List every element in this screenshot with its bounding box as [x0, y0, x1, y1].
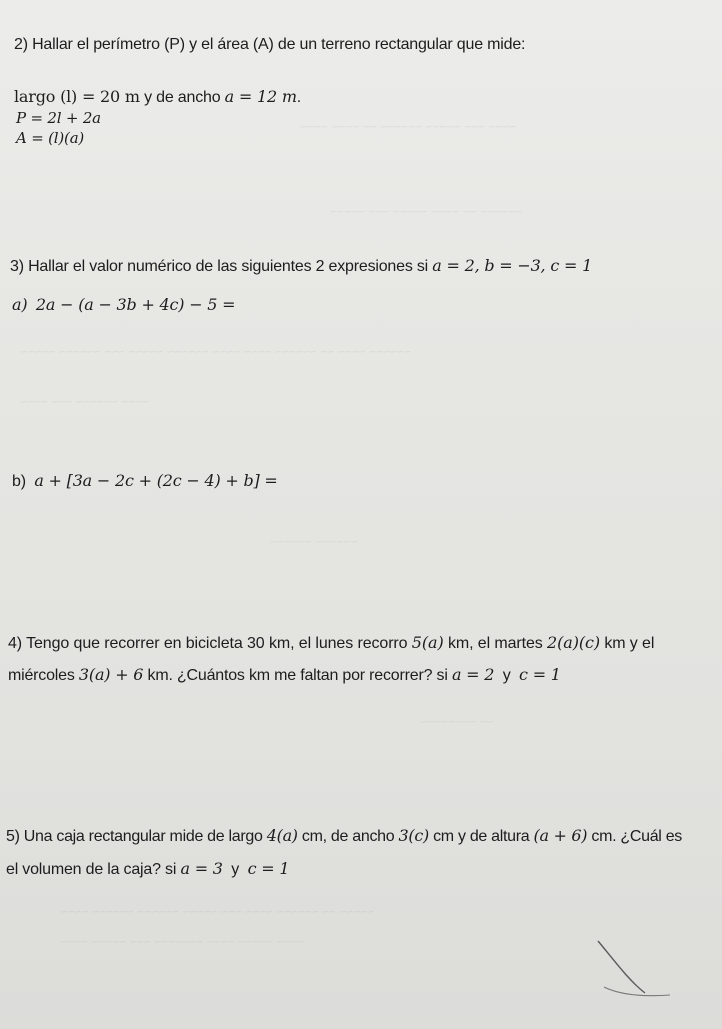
- q5-text-3: cm y de altura: [428, 828, 534, 845]
- q2-formula-area: A = (l)(a): [16, 129, 85, 147]
- q4-text-2: km, el martes: [443, 635, 548, 652]
- q3-values-math: a = 2, b = −3, c = 1: [432, 256, 593, 275]
- q4-tuesday-math: 2(a)(c): [547, 633, 600, 652]
- q3-part-b-label: b): [12, 473, 26, 490]
- q4-and: y: [494, 667, 520, 684]
- q3-part-b: [12, 471, 278, 492]
- q2-width-math: a = 12 m: [224, 87, 297, 106]
- q4-c-value-math: c = 1: [519, 665, 561, 684]
- q4-a-value-math: a = 2: [451, 665, 495, 684]
- bleed-through-text: ~~ ~~~~~~~~: [420, 715, 494, 729]
- q5-length-math: 4(a): [266, 826, 298, 845]
- q5-and: y: [222, 861, 248, 878]
- q2-formula-perimeter: P = 2l + 2a: [16, 109, 101, 127]
- bleed-through-text: ~~~~~ ~~ ~~~~~~ ~~~~ ~~~ ~~~~~ ~~~~~~ ~~~~~~ ~~~~: [60, 905, 374, 919]
- q4-text-3: km y el: [599, 635, 655, 652]
- q4-text-5: km. ¿Cuántos km me faltan por recorrer? si: [143, 667, 452, 684]
- q5-c-value-math: c = 1: [247, 859, 290, 878]
- q2-dims-end: .: [296, 89, 302, 106]
- q4-line-2: [8, 665, 561, 686]
- bleed-through-text: ~~~~~~ ~~~~ ~~ ~~~~~~ ~~~~ ~~~~ ~~~~~~ ~~~~~ ~~~ ~~~~~~ ~~~~~: [20, 345, 411, 359]
- q4-line-1: [8, 633, 654, 654]
- q3-part-b-expression: a + [3a − 2c + (2c − 4) + b] =: [34, 471, 278, 490]
- bleed-through-text: ~~~~ ~~~~~~ ~~~ ~~~~: [20, 395, 150, 409]
- q4-text-1: 4) Tengo que recorrer en bicicleta 30 km, el lunes recorro: [8, 635, 412, 652]
- q5-line-1: [6, 826, 682, 847]
- q4-wednesday-math: 3(a) + 6: [78, 665, 144, 684]
- q4-text-4: miércoles: [8, 667, 79, 684]
- pen-stroke-mark: [590, 935, 680, 1005]
- q5-a-value-math: a = 3: [180, 859, 223, 878]
- bleed-through-text: ~~~~~~ ~~ ~~~~ ~~~~~ ~~~ ~~~~~: [330, 205, 522, 219]
- q3-heading-text: 3) Hallar el valor numérico de las siguientes 2 expresiones si: [10, 258, 433, 275]
- q2-dims-connector: y de ancho: [139, 89, 225, 106]
- q3-part-a-label: a): [12, 295, 28, 314]
- q3-part-a: [12, 295, 235, 316]
- q2-heading: 2) Hallar el perímetro (P) y el área (A) de un terreno rectangular que mide:: [14, 36, 526, 53]
- q5-width-math: 3(c): [398, 826, 429, 845]
- q3-heading: [10, 256, 592, 277]
- q5-line-2: [6, 859, 289, 880]
- q5-text-1: 5) Una caja rectangular mide de largo: [6, 828, 267, 845]
- bleed-through-text: ~~~~ ~~~ ~~~~~ ~~~~~~ ~~ ~~~~ ~~~~: [300, 120, 517, 134]
- q3-part-a-expression: 2a − (a − 3b + 4c) − 5 =: [35, 295, 236, 314]
- q5-height-math: (a + 6): [533, 826, 588, 845]
- bleed-through-text: ~~~~ ~~~~~ ~~~~ ~~~~~~~ ~~~ ~~~~~ ~~~~: [60, 935, 305, 949]
- q2-length-math: largo (l) = 20 m: [14, 87, 140, 106]
- q2-dimensions: [14, 87, 301, 108]
- q5-text-2: cm, de ancho: [297, 828, 399, 845]
- q4-monday-math: 5(a): [411, 633, 444, 652]
- q5-text-5: el volumen de la caja? si: [6, 861, 181, 878]
- bleed-through-text: ~~~~~~ ~~~~~~: [270, 535, 358, 549]
- q5-text-4: cm. ¿Cuál es: [587, 828, 683, 845]
